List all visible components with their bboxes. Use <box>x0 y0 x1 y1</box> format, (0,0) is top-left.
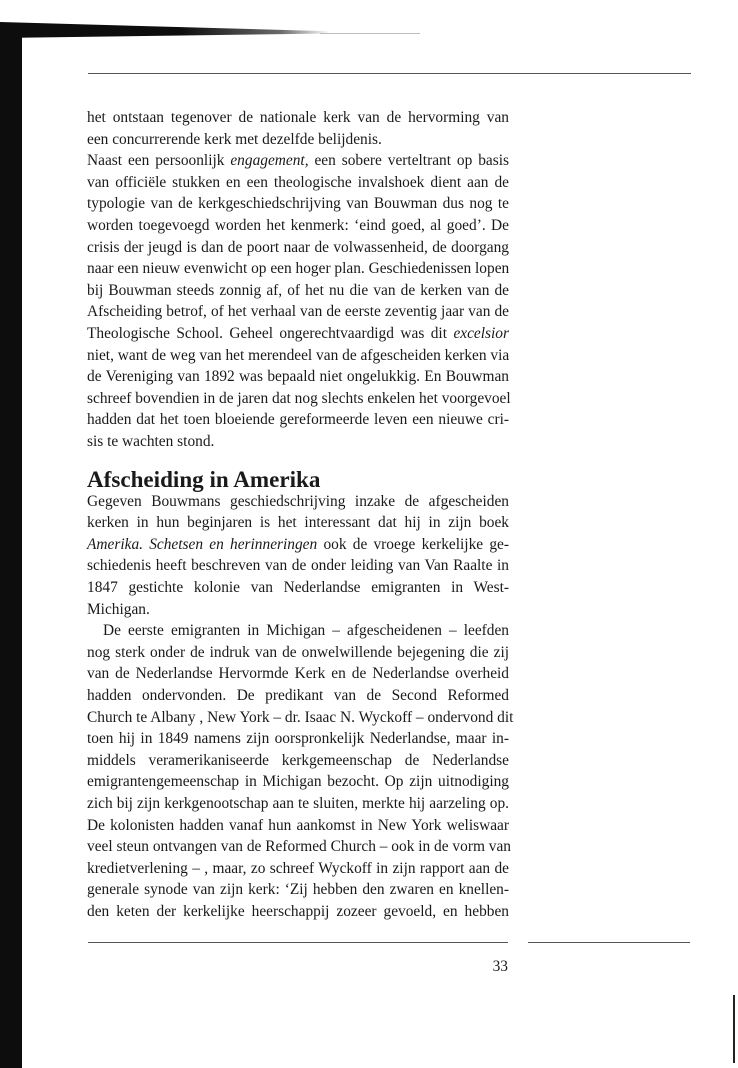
text-line: middels veramerikaniseerde kerkgemeenschap de Nederlandse <box>87 751 509 769</box>
text-line: schiedenis heeft beschreven van de onder leiding van Van Raalte in <box>87 557 509 575</box>
text-line: De kolonisten hadden vanaf hun aankomst in New York weliswaar <box>87 816 509 834</box>
text-line: schreef bovendien in de jaren dat nog slechts enkelen het voorgevoel <box>87 389 511 407</box>
text-line: sis te wachten stond. <box>87 432 215 450</box>
text-line: crisis der jeugd is dan de poort naar de volwassenheid, de doorgang <box>87 238 509 256</box>
text-line: bij Bouwman steeds zonnig af, of het nu die van de kerken van de <box>87 281 509 299</box>
scan-shadow-top <box>0 22 330 38</box>
text-line <box>87 534 509 556</box>
text-line: kerken in hun beginjaren is het interessant dat hij in zijn boek <box>87 514 509 532</box>
text-line: naar een nieuw evenwicht op een hoger plan. Geschiedenissen lopen <box>87 260 510 278</box>
text-line: Afscheiding betrof, of het verhaal van de eerste zeventig jaar van de <box>87 303 509 321</box>
text-line: De eerste emigranten in Michigan – afgescheidenen – leefden <box>103 622 509 640</box>
text-line: van de Nederlandse Hervormde Kerk en de Nederlandse overheid <box>87 665 509 683</box>
section-paragraph-2 <box>87 620 514 922</box>
emphasis-excelsior: excelsior <box>453 324 509 342</box>
section-afscheiding-in-amerika <box>87 466 514 922</box>
emphasis-book-title: Amerika. Schetsen en herinneringen <box>87 535 318 553</box>
emphasis-engagement: engagement, <box>230 152 309 170</box>
intro-paragraph-2 <box>87 150 509 452</box>
scan-shadow-right <box>733 995 735 1063</box>
text-line: nog sterk onder de indruk van de onwelwillende bejegening die zij <box>87 643 509 661</box>
text-line: een concurrerende kerk met dezelfde belijdenis. <box>87 130 382 148</box>
intro-paragraph-1 <box>87 107 509 150</box>
text-line: emigrantengemeenschap in Michigan bezocht. Op zijn uitnodiging <box>87 773 509 791</box>
text-line: het ontstaan tegenover de nationale kerk van de hervorming van <box>87 109 509 126</box>
footer-rule-left <box>88 942 508 943</box>
text-line: zich bij zijn kerkgenootschap aan te sluiten, merkte hij aarzeling op. <box>87 794 509 812</box>
text-line: generale synode van zijn kerk: ‘Zij hebben den zwaren en knellen- <box>87 881 509 899</box>
text-fragment: ook de vroege kerkelijke ge- <box>317 535 509 553</box>
text-line: hadden ondervonden. De predikant van de Second Reformed <box>87 686 509 704</box>
page-number: 33 <box>492 958 508 975</box>
header-rule <box>88 73 691 74</box>
text-line: niet, want de weg van het merendeel van de afgescheiden kerken via <box>87 346 510 364</box>
text-fragment: Theologische School. Geheel ongerechtvaardigd was dit <box>87 324 454 342</box>
text-line: kredietverlening – , maar, zo schreef Wyckoff in zijn rapport aan de <box>87 859 509 877</box>
section-paragraph-1 <box>87 491 509 621</box>
text-line: Gegeven Bouwmans geschiedschrijving inzake de afgescheiden <box>87 492 509 510</box>
text-line <box>87 150 509 172</box>
scan-shadow-top-faint <box>320 33 420 34</box>
text-fragment: Naast een persoonlijk <box>87 152 231 170</box>
text-line: 1847 gestichte kolonie van Nederlandse emigranten in West- <box>87 578 509 596</box>
text-line <box>87 323 509 345</box>
text-line: van officiële stukken en een theologische invalshoek dient aan de <box>87 173 509 191</box>
text-line: toen hij in 1849 namens zijn oorspronkelijk Nederlandse, maar in- <box>87 730 509 748</box>
scan-shadow-left <box>0 32 22 1068</box>
text-line: den keten der kerkelijke heerschappij zozeer gevoeld, en hebben <box>87 902 509 920</box>
section-heading: Afscheiding in Amerika <box>87 466 321 492</box>
text-fragment: een sobere verteltrant op basis <box>308 152 509 170</box>
text-line: typologie van de kerkgeschiedschrijving van Bouwman dus nog te <box>87 195 509 213</box>
text-line: hadden dat het toen bloeiende gereformeerde leven een nieuwe cri- <box>87 411 509 429</box>
text-line: Church te Albany , New York – dr. Isaac N. Wyckoff – ondervond dit <box>87 708 514 726</box>
text-line: de Vereniging van 1892 was bepaald niet ongelukkig. En Bouwman <box>87 368 509 386</box>
text-line: Michigan. <box>87 600 150 618</box>
intro-text <box>87 107 509 453</box>
text-line: worden toegevoegd worden het kenmerk: ‘eind goed, al goed’. De <box>87 216 509 234</box>
text-line: veel steun ontvangen van de Reformed Church – ook in de vorm van <box>87 838 511 856</box>
footer-rule-right <box>528 942 690 943</box>
